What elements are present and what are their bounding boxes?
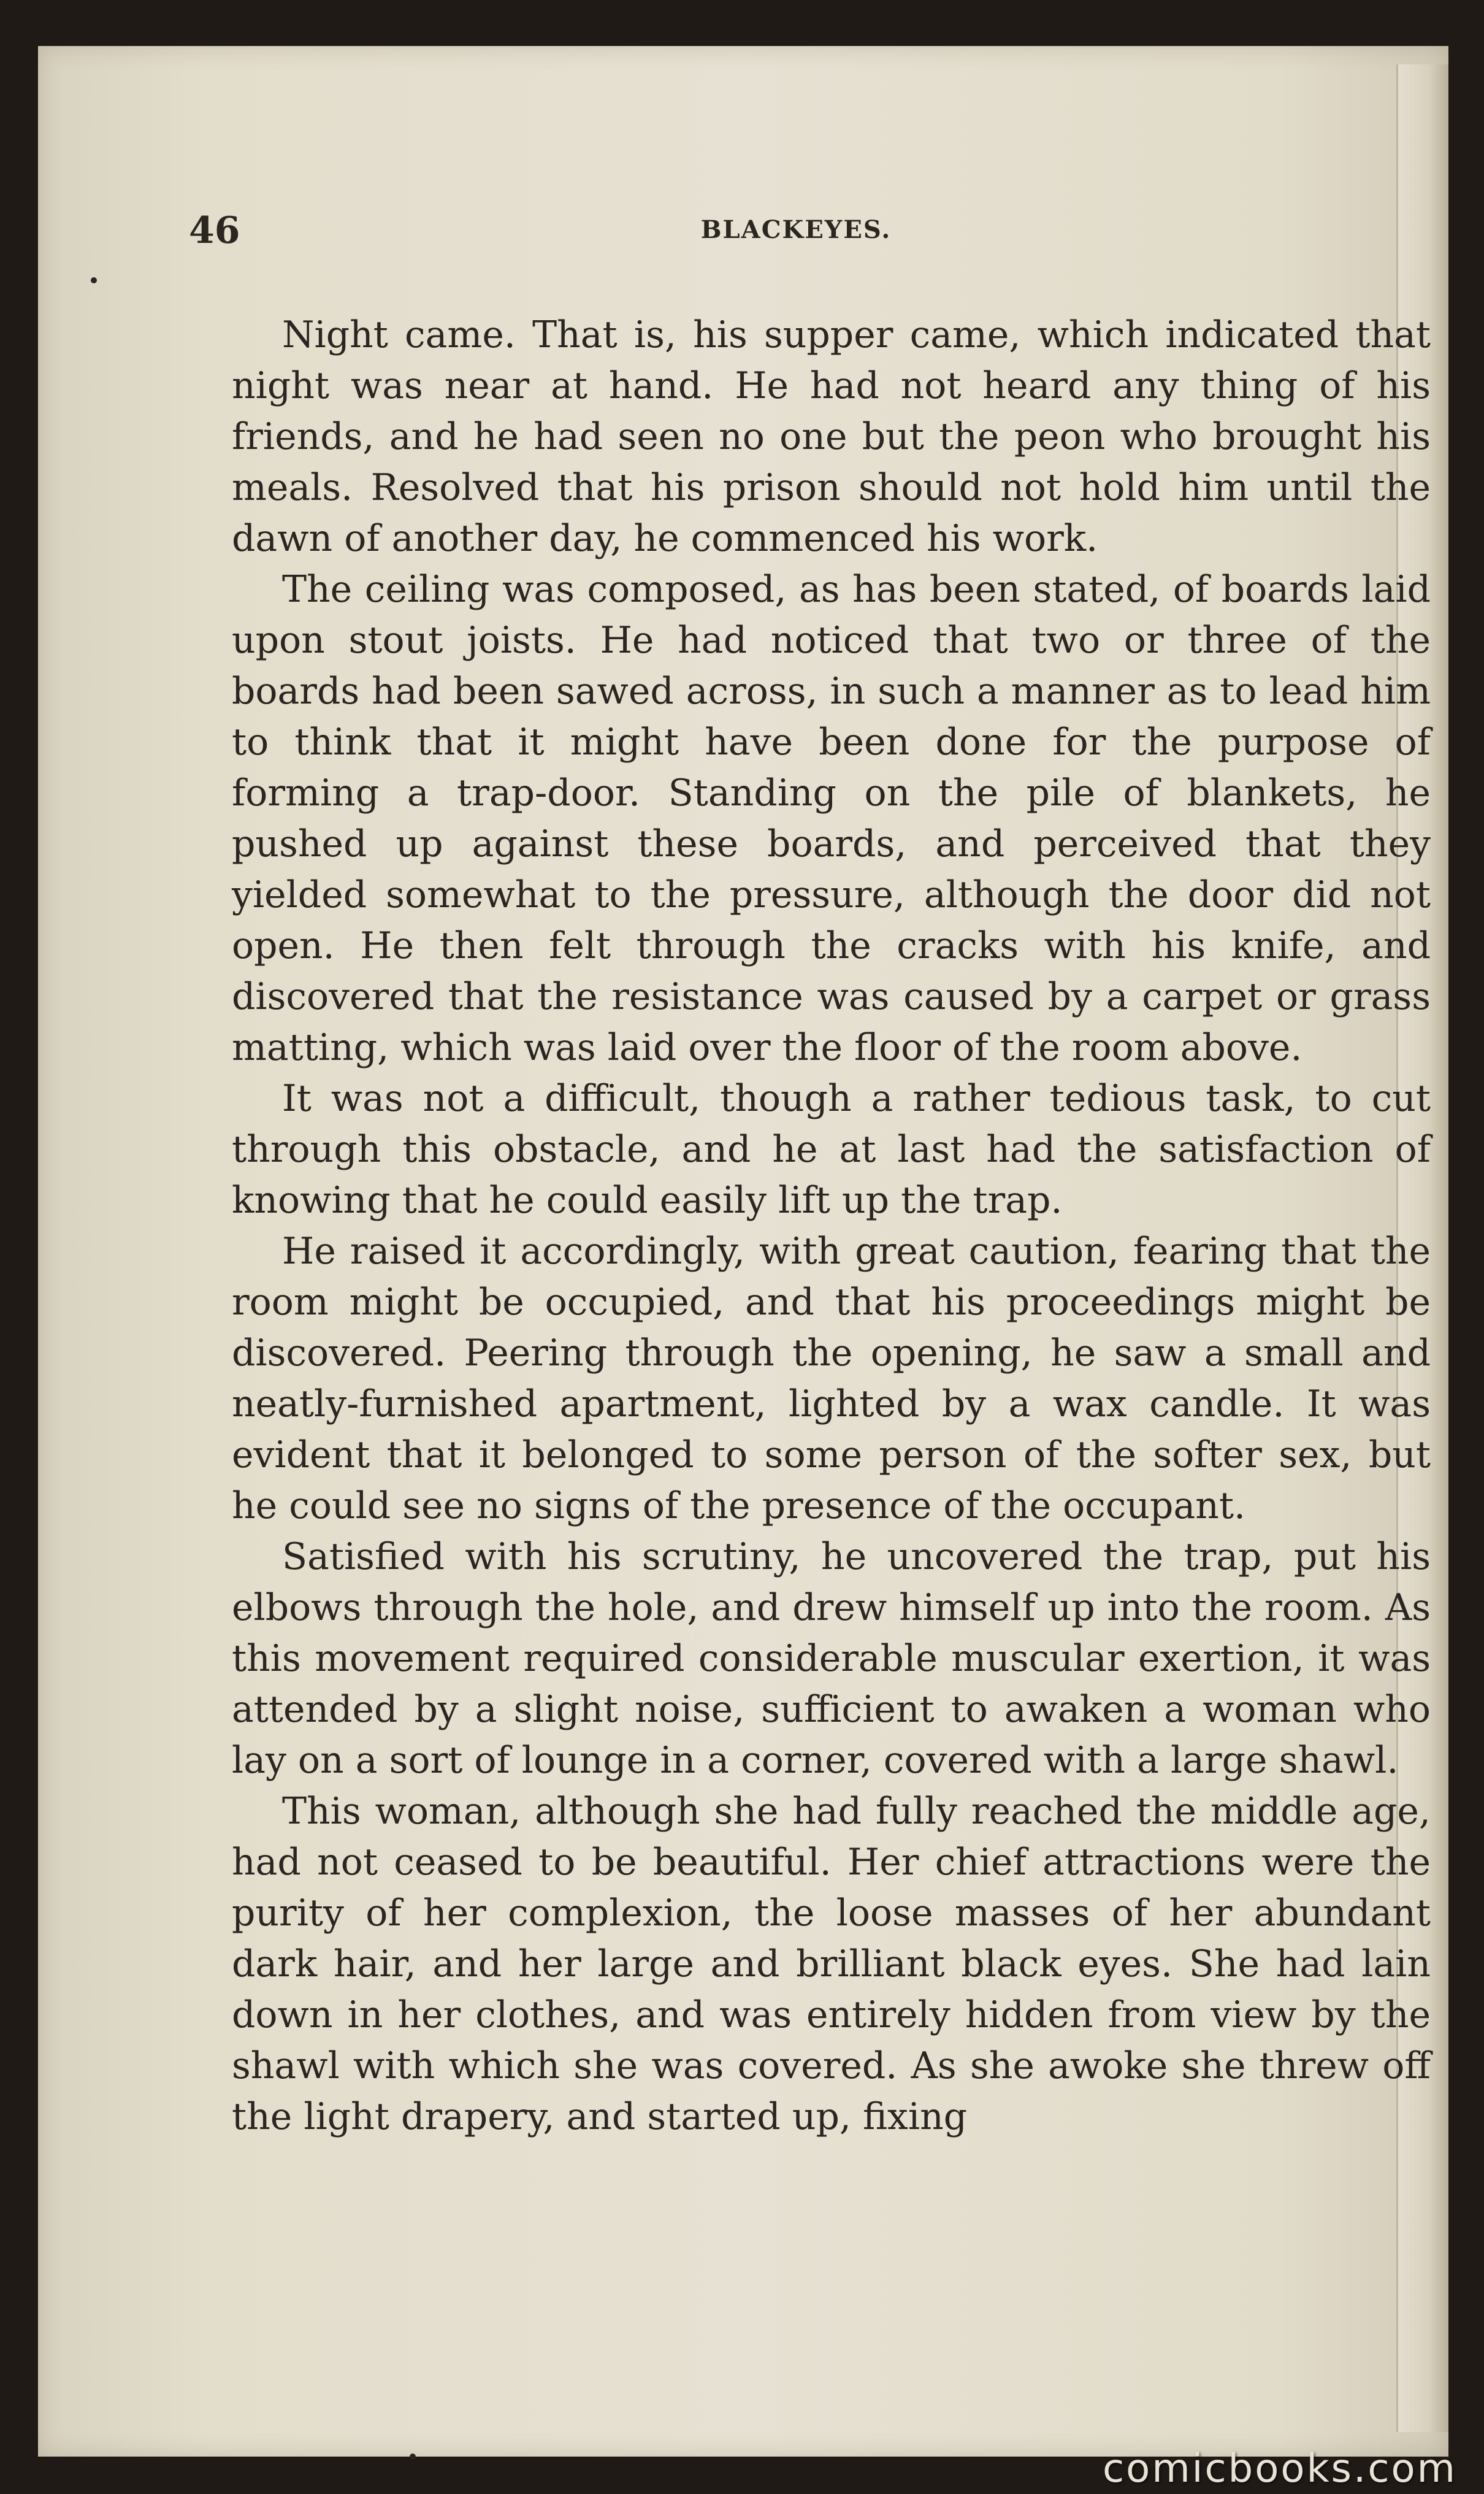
ink-speck [91,277,97,283]
book-page [38,46,1448,2457]
paragraph: This woman, although she had fully reached the middle age, had not ceased to be beautiful. Her chief attractions were the purity of her complexion, the loose masses of her abundant dark hair, and her large and brilliant black eyes. She had lain down in her clothes, and was entirely hidden from view by the shawl with which she was covered. As she awoke she threw off the light drapery, and started up, fixing [232,1790,1431,2138]
paragraph: Satisfied with his scrutiny, he uncovered the trap, put his elbows through the hole, and drew himself up into the room. As this movement required considerable muscular exertion, it was attended by a slight noise, sufficient to awaken a woman who lay on a sort of lounge in a corner, covered with a large shawl. [232,1535,1431,1782]
paragraph: The ceiling was composed, as has been stated, of boards laid upon stout joists. He had noticed that two or three of the boards had been sawed across, in such a manner as to lead him to think that it might have been done for the purpose of forming a trap-door. Standing on the pile of blankets, he pushed up against these boards, and perceived that they yielded somewhat to the pressure, although the door did not open. He then felt through the cracks with his knife, and discovered that the resistance was caused by a carpet or grass matting, which was laid over the floor of the room above. [232,568,1431,1069]
page-number: 46 [189,209,240,252]
paragraph: He raised it accordingly, with great caution, fearing that the room might be occupied, and that his proceedings might be discovered. Peering through the opening, he saw a small and neatly-furnished apartment, lighted by a wax candle. It was evident that it belonged to some person of the softer sex, but he could see no signs of the presence of the occupant. [232,1230,1431,1527]
running-head [189,204,1403,259]
running-title: BLACKEYES. [700,215,892,244]
paragraph: It was not a difficult, though a rather tedious task, to cut through this obstacle, and he at last had the satisfaction of knowing that he could easily lift up the trap. [232,1077,1431,1222]
body-text [232,310,1431,2143]
watermark: comicbooks.com [1102,2446,1457,2492]
ink-speck [410,2454,416,2460]
paragraph: Night came. That is, his supper came, which indicated that night was near at hand. He had not heard any thing of his friends, and he had seen no one but the peon who brought his meals. Resolved that his prison should not hold him until the dawn of another day, he commenced his work. [232,313,1431,560]
